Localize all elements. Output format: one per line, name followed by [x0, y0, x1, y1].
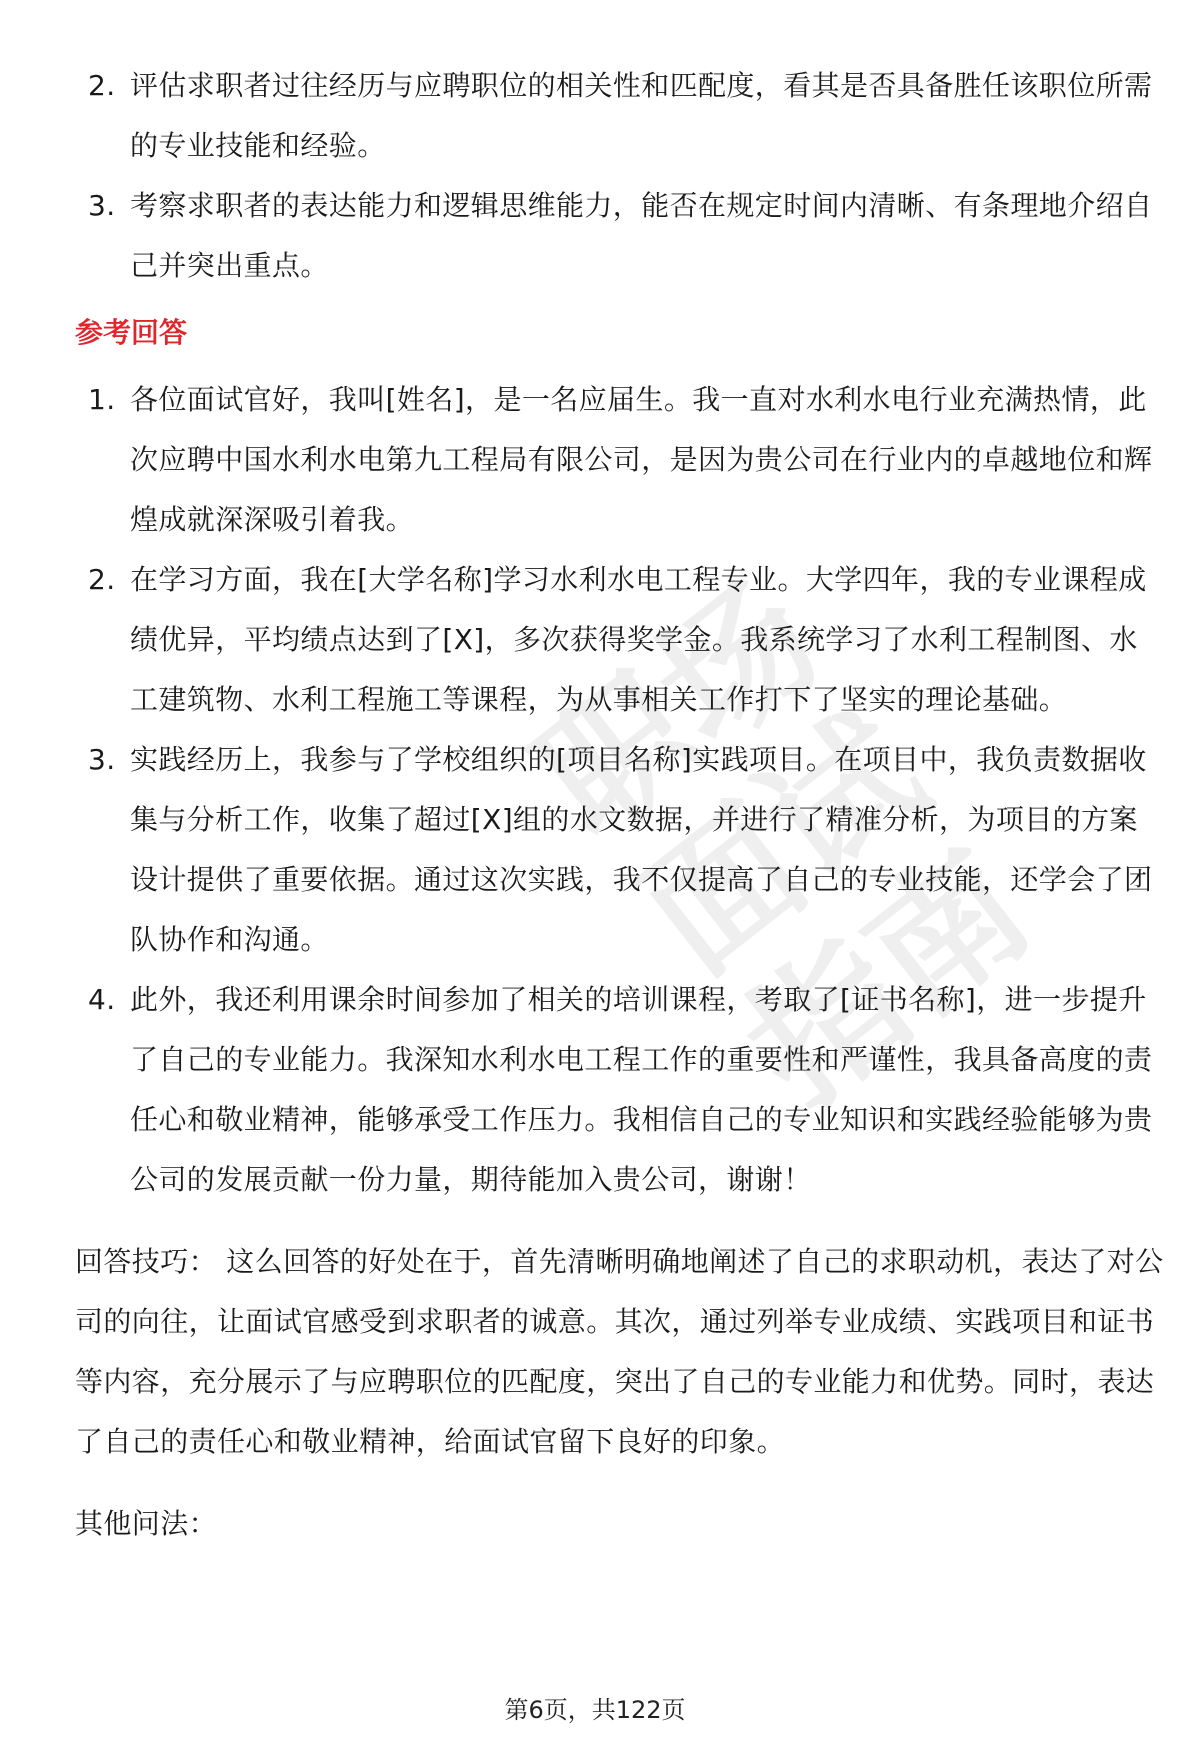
other-questions-label: 其他问法： — [75, 1507, 218, 1540]
answer-tips-paragraph: 回答技巧： 这么回答的好处在于，首先清晰明确地阐述了自己的求职动机，表达了对公司的向往，让面试官感受到求职者的诚意。其次，通过列举专业成绩、实践项目和证书等内容，充分展示了与应聘职位的匹配度，突出了自己的专业能力和优势。同时，表达了自己的责任心和敬业精神，给面试官留下良好的印象。 — [75, 1245, 1164, 1458]
list-item-text: 各位面试官好，我叫[姓名]，是一名应届生。我一直对水利水电行业充满热情，此次应聘中国水利水电第九工程局有限公司，是因为贵公司在行业内的卓越地位和辉煌成就深深吸引着我。 — [130, 383, 1153, 536]
background-watermark: 职 场 面 试 指 南 — [507, 550, 1060, 1140]
list-item-number: 3. — [88, 743, 116, 776]
document-page — [75, 56, 1165, 1554]
list-item-number: 2. — [88, 69, 116, 102]
list-item — [75, 56, 1165, 176]
criteria-list — [75, 56, 1165, 296]
list-item-text: 在学习方面，我在[大学名称]学习水利水电工程专业。大学四年，我的专业课程成绩优异，平均绩点达到了[X]，多次获得奖学金。我系统学习了水利工程制图、水工建筑物、水利工程施工等课程，为从事相关工作打下了坚实的理论基础。 — [130, 563, 1147, 716]
list-item-number: 4. — [88, 983, 116, 1016]
list-item — [75, 370, 1165, 550]
list-item-text: 实践经历上，我参与了学校组织的[项目名称]实践项目。在项目中，我负责数据收集与分析工作，收集了超过[X]组的水文数据，并进行了精准分析，为项目的方案设计提供了重要依据。通过这次实践，我不仅提高了自己的专业技能，还学会了团队协作和沟通。 — [130, 743, 1153, 956]
list-item-number: 2. — [88, 563, 116, 596]
list-item — [75, 970, 1165, 1210]
reference-answer-title: 参考回答 — [75, 316, 188, 349]
list-item — [75, 550, 1165, 730]
page-footer: 第6页，共122页 — [504, 1696, 686, 1724]
list-item — [75, 176, 1165, 296]
list-item-text: 此外，我还利用课余时间参加了相关的培训课程，考取了[证书名称]，进一步提升了自己的专业能力。我深知水利水电工程工作的重要性和严谨性，我具备高度的责任心和敬业精神，能够承受工作压力。我相信自己的专业知识和实践经验能够为贵公司的发展贡献一份力量，期待能加入贵公司，谢谢！ — [130, 983, 1153, 1196]
reference-answer-list — [75, 370, 1165, 1210]
list-item — [75, 730, 1165, 970]
list-item-number: 1. — [88, 383, 116, 416]
list-item-text: 考察求职者的表达能力和逻辑思维能力，能否在规定时间内清晰、有条理地介绍自己并突出重点。 — [130, 189, 1153, 282]
list-item-number: 3. — [88, 189, 116, 222]
list-item-text: 评估求职者过往经历与应聘职位的相关性和匹配度，看其是否具备胜任该职位所需的专业技能和经验。 — [130, 69, 1153, 162]
